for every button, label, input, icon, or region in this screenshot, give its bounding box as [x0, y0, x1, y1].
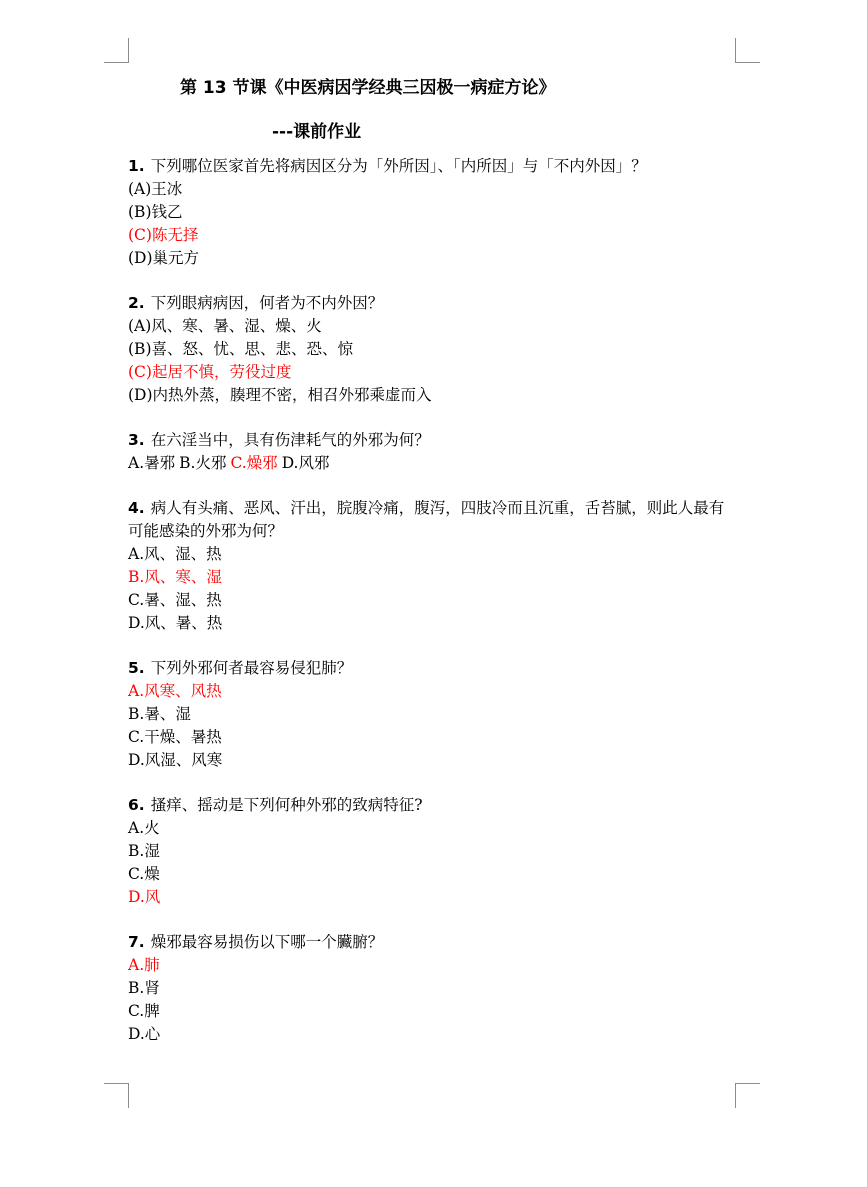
option-c: C.干燥、暑热 — [128, 728, 222, 746]
option-c: C.脾 — [128, 1002, 160, 1020]
question-text: 燥邪最容易损伤以下哪一个臟腑？ — [150, 933, 384, 951]
option-d-answer: D.风 — [128, 888, 161, 906]
question-number: 5. — [128, 659, 145, 677]
option-d: D.风邪 — [281, 454, 330, 472]
question-stem — [128, 429, 738, 452]
option-b: (B)钱乙 — [128, 203, 183, 221]
question-number: 1. — [128, 157, 145, 175]
question-number: 4. — [128, 499, 145, 517]
option-c-answer: (C)陈无择 — [128, 226, 199, 244]
inline-options — [128, 452, 738, 475]
option-a: A.火 — [128, 819, 160, 837]
option-d: D.风湿、风寒 — [128, 751, 223, 769]
question-text: 在六淫当中，具有伤津耗气的外邪为何？ — [150, 431, 430, 449]
option-a: (A)王冰 — [128, 180, 183, 198]
question-number: 2. — [128, 294, 145, 312]
document-title: 第 13 节课《中医病因学经典三因极一病症方论》 — [180, 78, 556, 98]
question-stem — [128, 155, 738, 178]
option-a: (A)风、寒、暑、湿、燥、火 — [128, 317, 322, 335]
margin-corner-top-left — [104, 38, 129, 63]
question-3 — [128, 429, 738, 475]
margin-corner-top-right — [735, 38, 760, 63]
question-7 — [128, 931, 738, 1046]
option-d: D.风、暑、热 — [128, 614, 223, 632]
question-5 — [128, 657, 738, 772]
option-d: (D)内热外蒸，腠理不密，相召外邪乘虚而入 — [128, 386, 432, 404]
option-a-answer: A.肺 — [128, 956, 160, 974]
question-number: 7. — [128, 933, 145, 951]
question-1 — [128, 155, 738, 270]
question-stem — [128, 657, 738, 680]
question-text: 病人有头痛、恶风、汗出，脘腹冷痛，腹泻，四肢冷而且沉重，舌苔腻，则此人最有可能感染的外邪为何？ — [128, 499, 725, 540]
option-a: A.暑邪 — [128, 454, 176, 472]
option-c: C.暑、湿、热 — [128, 591, 222, 609]
question-stem — [128, 931, 738, 954]
question-number: 6. — [128, 796, 145, 814]
question-stem — [128, 497, 738, 543]
option-d: D.心 — [128, 1025, 161, 1043]
question-list — [128, 155, 738, 1068]
question-4 — [128, 497, 738, 635]
question-text: 搔痒、摇动是下列何种外邪的致病特征? — [150, 796, 423, 814]
option-b: B.暑、湿 — [128, 705, 191, 723]
question-stem — [128, 794, 738, 817]
option-c-answer: C.燥邪 — [230, 454, 278, 472]
option-c: C.燥 — [128, 865, 160, 883]
question-2 — [128, 292, 738, 407]
question-text: 下列哪位医家首先将病因区分为「外所因」、「内所因」与「不内外因」？ — [150, 157, 647, 175]
option-b: (B)喜、怒、忧、思、悲、恐、惊 — [128, 340, 353, 358]
option-b: B.火邪 — [179, 454, 227, 472]
option-b: B.湿 — [128, 842, 160, 860]
question-stem — [128, 292, 738, 315]
option-a-answer: A.风寒、风热 — [128, 682, 222, 700]
option-b-answer: B.风、寒、湿 — [128, 568, 222, 586]
option-c-answer: (C)起居不慎，劳役过度 — [128, 363, 292, 381]
question-number: 3. — [128, 431, 145, 449]
question-text: 下列眼病病因，何者为不内外因？ — [150, 294, 384, 312]
option-a: A.风、湿、热 — [128, 545, 222, 563]
option-d: (D)巢元方 — [128, 249, 200, 267]
option-b: B.肾 — [128, 979, 160, 997]
margin-corner-bottom-left — [104, 1083, 129, 1108]
question-6 — [128, 794, 738, 909]
margin-corner-bottom-right — [735, 1083, 760, 1108]
question-text: 下列外邪何者最容易侵犯肺？ — [150, 659, 353, 677]
document-subtitle: ---课前作业 — [272, 122, 362, 142]
